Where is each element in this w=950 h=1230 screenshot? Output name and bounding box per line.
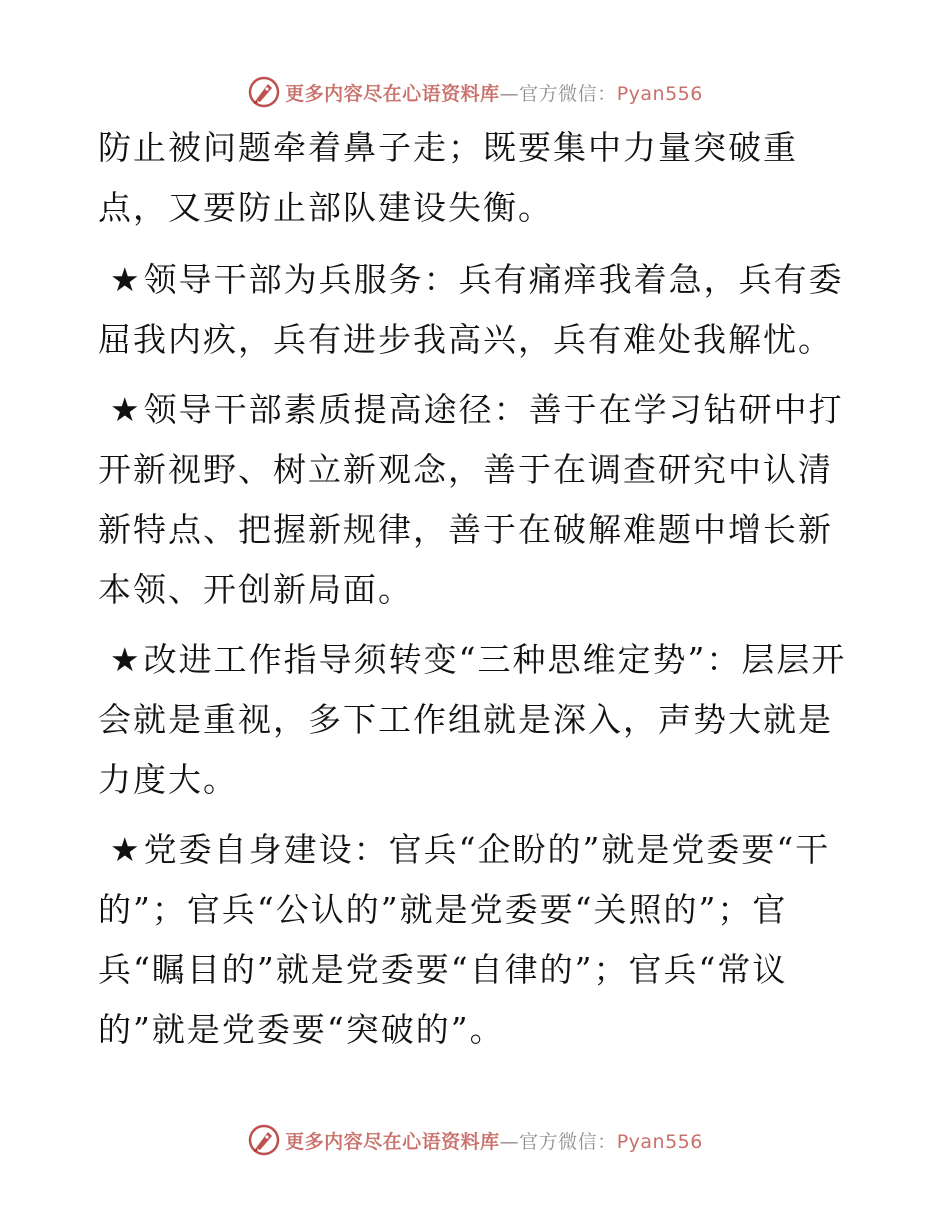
pen-nib-logo-icon — [247, 75, 281, 109]
paragraph — [98, 380, 858, 620]
star-bullet-icon: ★ — [110, 640, 142, 679]
watermark-brand: 更多内容尽在心语资料库 — [285, 1130, 500, 1153]
star-bullet-icon: ★ — [110, 260, 142, 299]
watermark-inner — [247, 1123, 703, 1157]
paragraph-text: 改进工作指导须转变“三种思维定势”：层层开会就是重视，多下工作组就是深入，声势大就是力度大。 — [98, 640, 847, 799]
watermark-label: 官方微信： — [519, 1130, 617, 1153]
watermark-id: Pyan556 — [616, 1130, 703, 1153]
watermark-label: 官方微信： — [519, 82, 617, 105]
paragraph — [98, 820, 858, 1060]
pen-nib-logo-icon — [247, 1123, 281, 1157]
watermark-text — [285, 79, 703, 106]
footer-watermark — [0, 1120, 950, 1160]
paragraph — [98, 118, 858, 238]
paragraph — [98, 250, 858, 370]
star-bullet-icon: ★ — [110, 390, 142, 429]
header-watermark — [0, 72, 950, 112]
star-bullet-icon: ★ — [110, 830, 142, 869]
watermark-separator: — — [499, 1130, 520, 1153]
paragraph-text: 领导干部素质提高途径：善于在学习钻研中打开新视野、树立新观念，善于在调查研究中认清新特点、把握新规律，善于在破解难题中增长新本领、开创新局面。 — [98, 390, 844, 609]
watermark-text — [285, 1127, 703, 1154]
paragraph — [98, 630, 858, 810]
watermark-brand: 更多内容尽在心语资料库 — [285, 82, 500, 105]
paragraph-text: 领导干部为兵服务：兵有痛痒我着急，兵有委屈我内疚，兵有进步我高兴，兵有难处我解忧。 — [98, 260, 844, 359]
paragraph-text: 党委自身建设：官兵“企盼的”就是党委要“干的”；官兵“公认的”就是党委要“关照的”；官兵“瞩目的”就是党委要“自律的”；官兵“常议的”就是党委要“突破的”。 — [98, 830, 831, 1049]
paragraph-text: 防止被问题牵着鼻子走；既要集中力量突破重点，又要防止部队建设失衡。 — [98, 128, 798, 227]
watermark-inner — [247, 75, 703, 109]
watermark-id: Pyan556 — [616, 82, 703, 105]
document-body — [98, 118, 858, 1070]
watermark-separator: — — [499, 82, 520, 105]
